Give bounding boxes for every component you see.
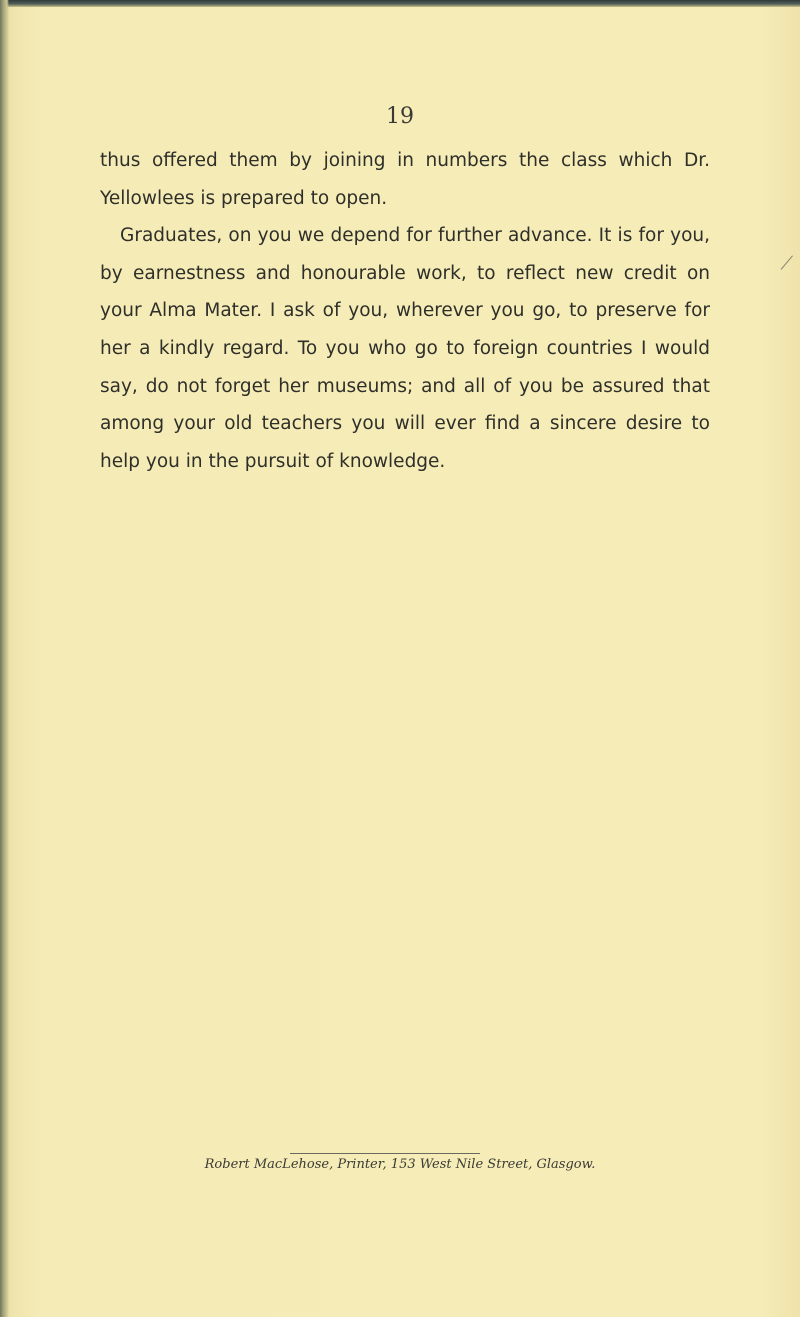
imprint-rule — [290, 1153, 480, 1154]
page-top-edge — [0, 0, 800, 7]
page-binding-edge — [0, 0, 9, 1317]
page-number: 19 — [386, 104, 414, 129]
paragraph-1: thus offered them by joining in numbers the class which Dr. Yellowlees is prepared to open. — [100, 150, 710, 209]
printer-imprint: Robert MacLehose, Printer, 153 West Nile Street, Glasgow. — [204, 1157, 596, 1172]
body-text — [100, 142, 710, 480]
pencil-mark — [781, 255, 793, 269]
paragraph-2: Graduates, on you we depend for further advance. It is for you, by earnestness and honourable work, to reflect new credit on your Alma Mater. I ask of you, wherever you go, to preserve for her a kindly regard. To you who go to foreign countries I would say, do not forget her museums; and all of you be assured that among your old teachers you will ever find a sincere desire to help you in the pursuit of knowledge. — [100, 225, 710, 472]
